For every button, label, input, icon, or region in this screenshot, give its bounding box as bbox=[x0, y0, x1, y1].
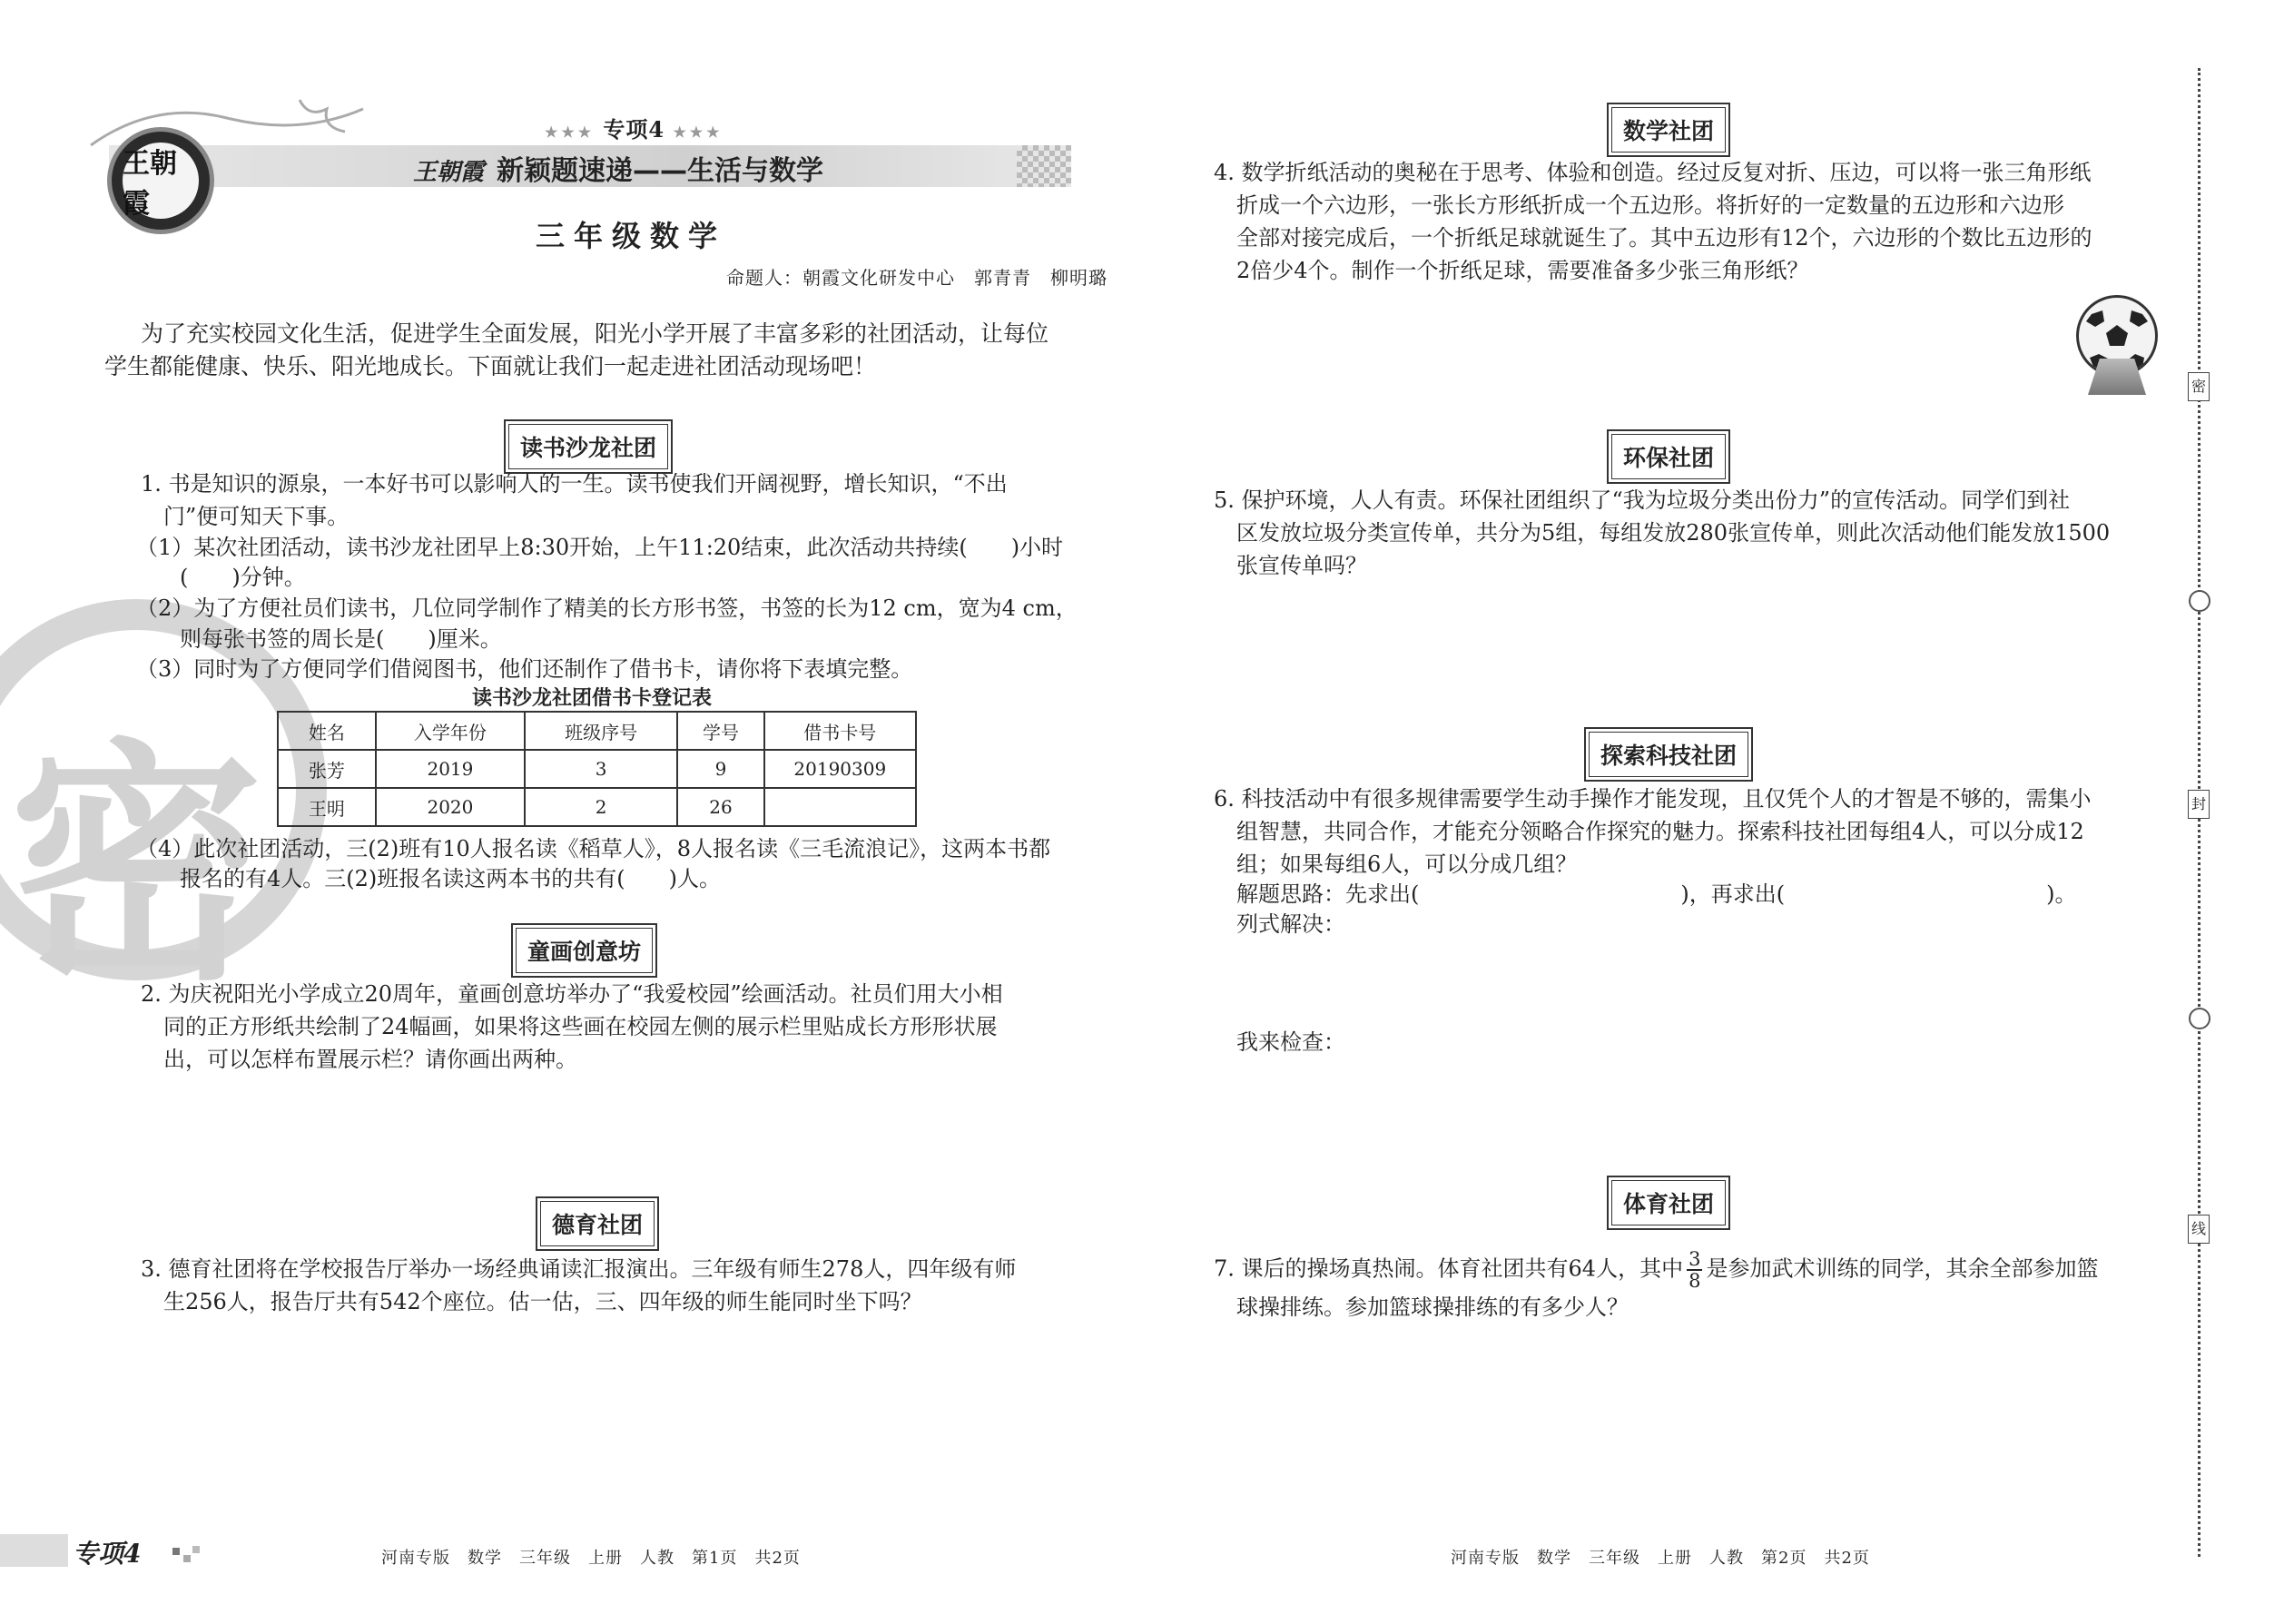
q1-part1: （1）某次社团活动，读书沙龙社团早上8:30开始，上午11:20结束，此次活动共持续( )小时 bbox=[136, 535, 1064, 560]
table-header: 学号 bbox=[677, 712, 763, 750]
section-eco bbox=[1607, 429, 1730, 484]
borrow-card-table bbox=[277, 711, 917, 827]
fraction-denominator: 8 bbox=[1689, 1270, 1701, 1292]
section-title: 童画创意坊 bbox=[516, 928, 653, 973]
topic-text: 专项4 bbox=[603, 116, 665, 143]
footer-right: 河南专版 数学 三年级 上册 人教 第2页 共2页 bbox=[1451, 1549, 1870, 1568]
brand-logo bbox=[107, 127, 214, 234]
section-title: 读书沙龙社团 bbox=[508, 424, 668, 469]
q4-line-1: 4. 数学折纸活动的奥秘在于思考、体验和创造。经过反复对折、压边，可以将一张三角形纸 bbox=[1214, 160, 2092, 185]
q5-line-3: 张宣传单吗？ bbox=[1236, 553, 1367, 578]
footer-bar bbox=[0, 1534, 68, 1567]
logo-text: 王朝霞 bbox=[123, 143, 199, 219]
section-title: 体育社团 bbox=[1611, 1180, 1726, 1225]
section-title: 探索科技社团 bbox=[1589, 732, 1748, 777]
binding-mark: 密 bbox=[2188, 372, 2210, 401]
section-title: 数学社团 bbox=[1611, 107, 1726, 153]
table-header: 姓名 bbox=[278, 712, 376, 750]
page-title bbox=[413, 148, 823, 188]
intro-line-2: 学生都能健康、快乐、阳光地成长。下面就让我们一起走进社团活动现场吧！ bbox=[104, 353, 877, 379]
table-cell: 2 bbox=[525, 788, 677, 826]
q7-text-before: 7. 课后的操场真热闹。体育社团共有64人，其中 bbox=[1214, 1255, 1684, 1282]
table-row bbox=[278, 750, 916, 788]
footer-tag: 专项4 bbox=[73, 1539, 142, 1569]
answer-cell[interactable] bbox=[764, 788, 916, 826]
q1-part1-cont: ( )分钟。 bbox=[136, 565, 306, 590]
q6-solve-label: 列式解决： bbox=[1236, 911, 1345, 937]
footer-left: 河南专版 数学 三年级 上册 人教 第1页 共2页 bbox=[381, 1549, 801, 1568]
section-sports bbox=[1607, 1176, 1730, 1230]
star-icon: ★★★ bbox=[545, 123, 596, 141]
table-cell: 2020 bbox=[376, 788, 525, 826]
fraction-numerator: 3 bbox=[1689, 1248, 1701, 1270]
q7-text-after: 是参加武术训练的同学，其余全部参加篮 bbox=[1706, 1255, 2099, 1282]
q1-part2-cont: 则每张书签的周长是( )厘米。 bbox=[136, 626, 502, 652]
q4-line-4: 2倍少4个。制作一个折纸足球，需要准备多少张三角形纸？ bbox=[1236, 258, 1809, 283]
q6-hint: 解题思路：先求出( )，再求出( )。 bbox=[1236, 881, 2077, 907]
q6-check-label: 我来检查： bbox=[1236, 1029, 1345, 1055]
binding-hole-icon bbox=[2189, 1008, 2210, 1029]
table-cell: 3 bbox=[525, 750, 677, 788]
q4-line-2: 折成一个六边形，一张长方形纸折成一个五边形。将折好的一定数量的五边形和六边形 bbox=[1236, 192, 2064, 218]
q1-part3: （3）同时为了方便同学们借阅图书，他们还制作了借书卡，请你将下表填完整。 bbox=[136, 656, 913, 682]
table-header-row bbox=[278, 712, 916, 750]
section-moral bbox=[536, 1196, 659, 1251]
q6-line-3: 组；如果每组6人，可以分成几组？ bbox=[1236, 851, 1578, 877]
table-cell: 20190309 bbox=[764, 750, 916, 788]
section-title: 环保社团 bbox=[1611, 434, 1726, 479]
binding-mark: 封 bbox=[2188, 790, 2210, 819]
table-cell: 王明 bbox=[278, 788, 376, 826]
q4-line-3: 全部对接完成后，一个折纸足球就诞生了。其中五边形有12个，六边形的个数比五边形的 bbox=[1236, 225, 2092, 251]
topic-label bbox=[545, 112, 723, 143]
table-row bbox=[278, 788, 916, 826]
table-header: 借书卡号 bbox=[764, 712, 916, 750]
star-icon: ★★★ bbox=[673, 123, 724, 141]
watermark-char: 密 bbox=[9, 719, 263, 1015]
q2-line-2: 同的正方形纸共绘制了24幅画，如果将这些画在校园左侧的展示栏里贴成长方形形状展 bbox=[163, 1014, 998, 1039]
q1-part2: （2）为了方便社员们读书，几位同学制作了精美的长方形书签，书签的长为12 cm，宽为4 cm， bbox=[136, 595, 1078, 621]
q7-line-2: 球操排练。参加篮球操排练的有多少人？ bbox=[1236, 1294, 1629, 1320]
q1-part4: （4）此次社团活动，三(2)班有10人报名读《稻草人》，8人报名读《三毛流浪记》，这两本书都 bbox=[136, 836, 1051, 861]
table-cell: 26 bbox=[677, 788, 763, 826]
q2-line-1: 2. 为庆祝阳光小学成立20周年，童画创意坊举办了“我爱校园”绘画活动。社员们用大小相 bbox=[141, 981, 1003, 1007]
q1-part4-cont: 报名的有4人。三(2)班报名读这两本书的共有( )人。 bbox=[136, 866, 721, 891]
section-science bbox=[1584, 727, 1753, 782]
q6-line-1: 6. 科技活动中有很多规律需要学生动手操作才能发现，且仅凭个人的才智是不够的，需集小 bbox=[1214, 786, 2092, 812]
q3-line-1: 3. 德育社团将在学校报告厅举办一场经典诵读汇报演出。三年级有师生278人，四年级有师 bbox=[141, 1256, 1017, 1282]
table-cell: 2019 bbox=[376, 750, 525, 788]
intro-line-1: 为了充实校园文化生活，促进学生全面发展，阳光小学开展了丰富多彩的社团活动，让每位 bbox=[141, 320, 1049, 347]
q5-line-1: 5. 保护环境，人人有责。环保社团组织了“我为垃圾分类出份力”的宣传活动。同学们到社 bbox=[1214, 487, 2071, 513]
table-header: 班级序号 bbox=[525, 712, 677, 750]
q1-line-1: 1. 书是知识的源泉，一本好书可以影响人的一生。读书使我们开阔视野，增长知识，“不出 bbox=[141, 471, 1008, 497]
binding-hole-icon bbox=[2189, 590, 2210, 612]
ribbon-checker bbox=[1017, 145, 1071, 187]
grade-title: 三年级数学 bbox=[536, 219, 727, 253]
author-line: 命题人：朝霞文化研发中心 郭青青 柳明璐 bbox=[726, 267, 1108, 289]
section-math bbox=[1607, 103, 1730, 157]
q7-line-1 bbox=[1214, 1249, 2098, 1291]
q5-line-2: 区发放垃圾分类宣传单，共分为5组，每组发放280张宣传单，则此次活动他们能发放1500 bbox=[1236, 520, 2111, 546]
title-text: 新颖题速递——生活与数学 bbox=[497, 155, 824, 187]
table-header: 入学年份 bbox=[376, 712, 525, 750]
q3-line-2: 生256人，报告厅共有542个座位。估一估，三、四年级的师生能同时坐下吗？ bbox=[163, 1289, 922, 1314]
q2-line-3: 出，可以怎样布置展示栏？请你画出两种。 bbox=[163, 1047, 577, 1072]
table-cell: 张芳 bbox=[278, 750, 376, 788]
footer-square-icon bbox=[183, 1555, 191, 1562]
footer-square-icon bbox=[192, 1546, 200, 1553]
section-title: 德育社团 bbox=[540, 1201, 655, 1246]
title-brand: 王朝霞 bbox=[413, 159, 485, 186]
q7-fraction bbox=[1687, 1249, 1702, 1291]
q6-line-2: 组智慧，共同合作，才能充分领略合作探究的魅力。探索科技社团每组4人，可以分成12 bbox=[1236, 819, 2084, 844]
table-caption: 读书沙龙社团借书卡登记表 bbox=[472, 687, 713, 710]
section-painting bbox=[511, 923, 657, 978]
binding-mark: 线 bbox=[2188, 1215, 2210, 1244]
table-cell: 9 bbox=[677, 750, 763, 788]
q1-line-2: 门”便可知天下事。 bbox=[163, 504, 350, 529]
section-reading bbox=[504, 419, 673, 474]
footer-square-icon bbox=[172, 1548, 180, 1555]
